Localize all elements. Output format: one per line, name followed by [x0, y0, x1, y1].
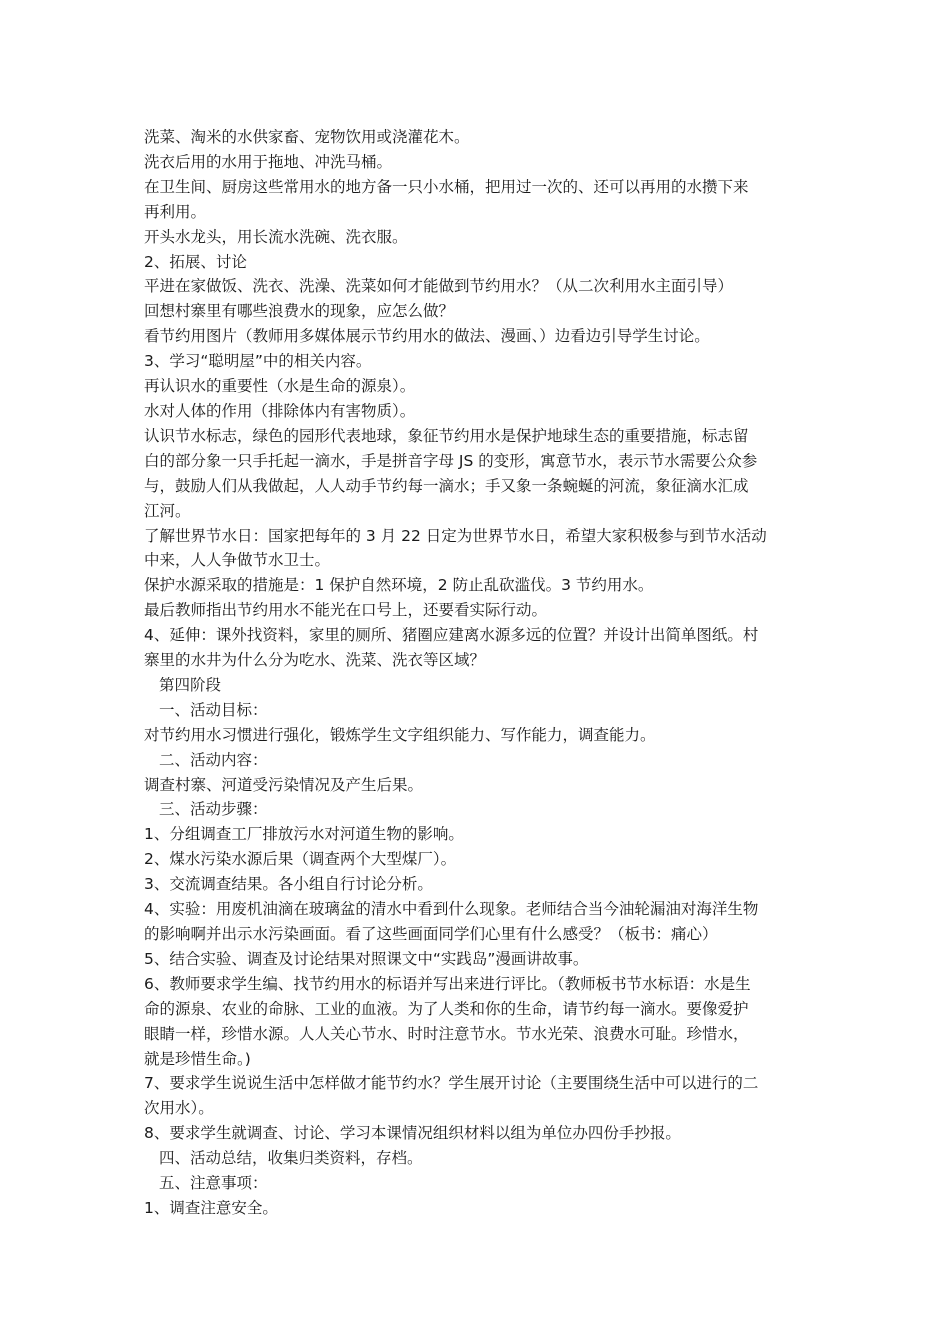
- text-line: 就是珍惜生命。): [144, 1049, 251, 1068]
- text-line: 再认识水的重要性（水是生命的源泉）。: [144, 377, 416, 396]
- text-line: 洗菜、淘米的水供家畜、宠物饮用或浇灌花木。: [144, 128, 470, 146]
- text-line: 对节约用水习惯进行强化，锻炼学生文字组织能力、写作能力，调查能力。: [144, 725, 656, 744]
- text-line: 2、拓展、讨论: [144, 252, 247, 271]
- text-line: 再利用。: [144, 202, 207, 221]
- section-heading: 三、活动步骤：: [159, 800, 268, 819]
- text-line: 5、结合实验、调查及讨论结果对照课文中“实践岛”漫画讲故事。: [144, 949, 589, 968]
- section-heading: 四、活动总结，收集归类资料，存档。: [159, 1149, 423, 1168]
- text-line: 调查村寨、河道受污染情况及产生后果。: [144, 775, 424, 794]
- text-line: 8、要求学生就调查、讨论、学习本课情况组织材料以组为单位办四份手抄报。: [144, 1124, 681, 1143]
- text-line: 2、煤水污染水源后果（调查两个大型煤厂）。: [144, 850, 457, 869]
- text-line: 寨里的水井为什么分为吃水、洗菜、洗衣等区域？: [144, 651, 486, 670]
- text-line: 水对人体的作用（排除体内有害物质）。: [144, 401, 416, 420]
- text-line: 在卫生间、厨房这些常用水的地方备一只小水桶，把用过一次的、还可以再用的水攒下来: [144, 177, 749, 196]
- text-line: 1、分组调查工厂排放污水对河道生物的影响。: [144, 825, 464, 844]
- section-heading: 一、活动目标：: [159, 700, 268, 719]
- text-line: 次用水）。: [144, 1099, 214, 1118]
- text-line: 白的部分象一只手托起一滴水，手是拼音字母 JS 的变形，寓意节水，表示节水需要公众参: [144, 451, 758, 470]
- text-line: 1、调查注意安全。: [144, 1198, 278, 1217]
- text-line: 回想村寨里有哪些浪费水的现象，应怎么做？: [144, 302, 455, 321]
- text-line: 了解世界节水日：国家把每年的 3 月 22 日定为世界节水日，希望大家积极参与到节水活动: [144, 526, 767, 545]
- text-line: 看节约用图片（教师用多媒体展示节约用水的做法、漫画、）边看边引导学生讨论。: [144, 327, 710, 346]
- text-line: 3、学习“聪明屋”中的相关内容。: [144, 352, 372, 371]
- section-heading: 第四阶段: [159, 675, 222, 694]
- section-heading: 五、注意事项：: [159, 1174, 268, 1193]
- text-line: 6、教师要求学生编、找节约用水的标语并写出来进行评比。（教师板书节水标语：水是生: [144, 974, 751, 993]
- text-line: 江河。: [144, 501, 191, 520]
- text-line: 洗衣后用的水用于拖地、冲洗马桶。: [144, 152, 393, 171]
- text-line: 中来，人人争做节水卫士。: [144, 551, 331, 570]
- text-line: 开头水龙头，用长流水洗碗、洗衣服。: [144, 227, 408, 246]
- text-line: 眼睛一样，珍惜水源。人人关心节水、时时注意节水。节水光荣、浪费水可耻。珍惜水，: [144, 1024, 749, 1043]
- text-line: 7、要求学生说说生活中怎样做才能节约水？学生展开讨论（主要围绕生活中可以进行的二: [144, 1074, 759, 1093]
- text-line: 最后教师指出节约用水不能光在口号上，还要看实际行动。: [144, 601, 548, 620]
- section-heading: 二、活动内容：: [159, 750, 268, 769]
- text-line: 4、延伸：课外找资料，家里的厕所、猪圈应建离水源多远的位置？并设计出简单图纸。村: [144, 626, 759, 645]
- text-line: 平进在家做饭、洗衣、洗澡、洗菜如何才能做到节约用水？（从二次利用水主面引导）: [144, 277, 734, 296]
- text-line: 4、实验：用废机油滴在玻璃盆的清水中看到什么现象。老师结合当今油轮漏油对海洋生物: [144, 900, 759, 919]
- text-line: 认识节水标志，绿色的园形代表地球，象征节约用水是保护地球生态的重要措施，标志留: [144, 426, 749, 445]
- document-body: [144, 125, 814, 1221]
- text-line: 命的源泉、农业的命脉、工业的血液。为了人类和你的生命，请节约每一滴水。要像爱护: [144, 999, 749, 1018]
- text-line: 与，鼓励人们从我做起，人人动手节约每一滴水；手又象一条蜿蜒的河流，象征滴水汇成: [144, 476, 749, 495]
- text-line: 3、交流调查结果。各小组自行讨论分析。: [144, 875, 433, 894]
- text-line: 保护水源采取的措施是：1 保护自然环境，2 防止乱砍滥伐。3 节约用水。: [144, 576, 654, 595]
- text-line: 的影响啊并出示水污染画面。看了这些画面同学们心里有什么感受？（板书：痛心）: [144, 925, 718, 943]
